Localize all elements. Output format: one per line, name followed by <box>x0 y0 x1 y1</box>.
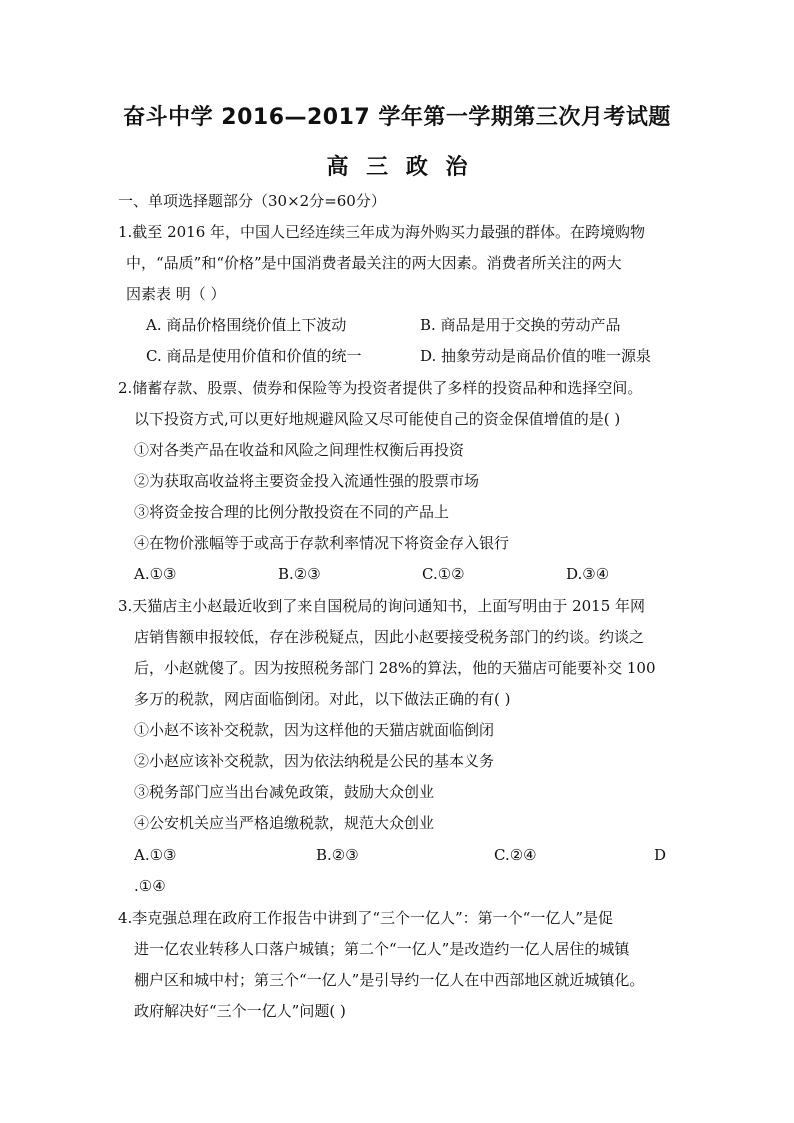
option-a: A. 商品价格围绕价值上下波动 <box>146 316 347 334</box>
option-c: C.①② <box>422 565 465 583</box>
question-line: ②为获取高收益将主要资金投入流通性强的股票市场 <box>134 472 480 490</box>
question-line: 政府解决好“三个一亿人”问题( ) <box>134 1002 346 1020</box>
question-line: 多万的税款，网店面临倒闭。对此，以下做法正确的有( ) <box>134 690 511 708</box>
question-line: 中，“品质”和“价格”是中国消费者最关注的两大因素。消费者所关注的两大 <box>126 254 622 272</box>
question-line: 以下投资方式,可以更好地规避风险又尽可能使自己的资金保值增值的是( ) <box>134 410 621 428</box>
question-line: 进一亿农业转移人口落户城镇；第二个“一亿人”是改造约一亿人居住的城镇 <box>134 940 630 958</box>
option-c: C. 商品是使用价值和价值的统一 <box>146 347 362 365</box>
question-line: 因素表 明（ ） <box>126 285 226 303</box>
option-d: D <box>654 846 667 864</box>
section-heading: 一、单项选择题部分（30×2分=60分） <box>118 192 386 210</box>
question-line: 3.天猫店主小赵最近收到了来自国税局的询问通知书，上面写明由于 2015 年网 <box>118 597 646 615</box>
option-d: D. 抽象劳动是商品价值的唯一源泉 <box>420 347 652 365</box>
question-line: ①小赵不该补交税款，因为这样他的天猫店就面临倒闭 <box>134 721 495 739</box>
option-b: B.②③ <box>278 565 321 583</box>
exam-subtitle: 高 三 政 治 <box>326 155 468 180</box>
option-c: C.②④ <box>494 846 537 864</box>
question-line: 后，小赵就傻了。因为按照税务部门 28%的算法，他的天猫店可能要补交 100 <box>134 659 656 677</box>
option-d-continued: .①④ <box>134 877 166 895</box>
question-line: 店销售额申报较低，存在涉税疑点，因此小赵要接受税务部门的约谈。约谈之 <box>134 628 645 646</box>
question-line: ①对各类产品在收益和风险之间理性权衡后再投资 <box>134 441 465 459</box>
option-a: A.①③ <box>134 846 177 864</box>
exam-title: 奋斗中学 2016—2017 学年第一学期第三次月考试题 <box>123 105 671 130</box>
question-line: 4.李克强总理在政府工作报告中讲到了“三个一亿人”：第一个“一亿人”是促 <box>118 909 613 927</box>
question-line: ③税务部门应当出台减免政策，鼓励大众创业 <box>134 783 435 801</box>
question-line: 1.截至 2016 年，中国人已经连续三年成为海外购买力最强的群体。在跨境购物 <box>118 223 646 241</box>
question-line: 2.储蓄存款、股票、债券和保险等为投资者提供了多样的投资品种和选择空间。 <box>118 379 643 397</box>
option-a: A.①③ <box>134 565 177 583</box>
question-line: ④公安机关应当严格追缴税款，规范大众创业 <box>134 814 435 832</box>
question-line: ④在物价涨幅等于或高于存款利率情况下将资金存入银行 <box>134 534 510 552</box>
question-line: 棚户区和城中村；第三个“一亿人”是引导约一亿人在中西部地区就近城镇化。 <box>134 971 645 989</box>
question-line: ③将资金按合理的比例分散投资在不同的产品上 <box>134 503 450 521</box>
option-d: D.③④ <box>566 565 610 583</box>
option-b: B. 商品是用于交换的劳动产品 <box>420 316 621 334</box>
question-line: ②小赵应该补交税款，因为依法纳税是公民的基本义务 <box>134 752 495 770</box>
option-b: B.②③ <box>316 846 359 864</box>
